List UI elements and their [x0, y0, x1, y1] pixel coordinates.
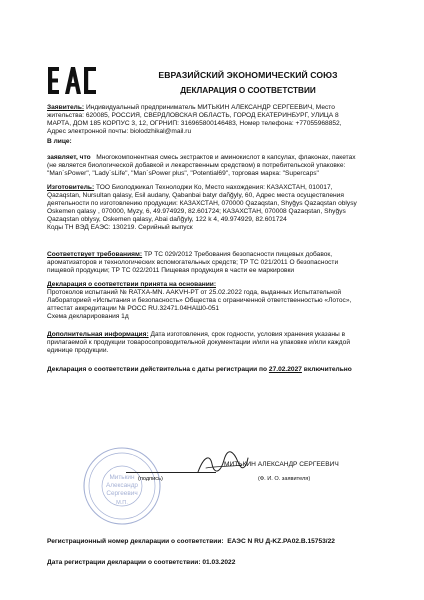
signer-name: МИТЬКИН АЛЕКСАНДР СЕРГЕЕВИЧ — [224, 461, 339, 468]
union-title: ЕВРАЗИЙСКИЙ ЭКОНОМИЧЕСКИЙ СОЮЗ — [158, 70, 338, 80]
additional-label: Дополнительная информация: — [47, 331, 149, 338]
stamp-line: Митькин — [109, 474, 135, 481]
basis-line: Лабораторией «Испытания и безопасность» Общества с ограниченной ответственностью «Лотос», — [47, 297, 352, 304]
registration-number-line: Регистрационный номер декларации о соответствии: ЕАЭС N RU Д-KZ.PA02.B.15753/22 — [47, 538, 335, 545]
seal-stamp-icon — [82, 446, 162, 526]
validity-date: 27.02.2027 — [268, 366, 302, 373]
applicant-line: жительства: 620085, РОССИЯ, СВЕРДЛОВСКАЯ ОБЛАСТЬ, ГОРОД ЕКАТЕРИНБУРГ, УЛИЦА 8 — [47, 112, 339, 119]
registration-number: ЕАЭС N RU Д-KZ.PA02.B.15753/22 — [227, 538, 335, 545]
signature-caption: (подпись) — [138, 476, 163, 482]
manufacturer-line: деятельности по изготовлению продукции: КАЗАХСТАН, 070000 Qazaqstan, Shyğys Qazaqstan oblysy — [47, 200, 357, 207]
declares-label: заявляет, что — [47, 154, 91, 161]
manufacturer-line: Коды ТН ВЭД ЕАЭС: 130219. Серийный выпуск — [47, 224, 193, 231]
additional-line: единице продукции. — [47, 347, 109, 354]
declares-line: заявляет, что Многокомпонентная смесь экстрактов и аминокислот в капсулах, флаконах, пакетах — [47, 154, 356, 161]
manufacturer-label: Изготовитель: — [47, 184, 95, 191]
declares-line: "Man`sPower", "Lady`sLife", "Man`sPower plus", "Potential69", торговая марка: "Supercaps" — [47, 170, 319, 177]
declares-line: (не является биологической добавкой и лекарственным средством) в потребительской упаковке: — [47, 162, 346, 169]
document-title: ДЕКЛАРАЦИЯ О СООТВЕТСТВИИ — [180, 86, 316, 95]
requirements-line: ароматизаторов и технологических вспомогательных средств; ТР ТС 021/2011 О безопасности — [47, 259, 339, 266]
manufacturer-line: Изготовитель: ТОО Биолоджикал Технолоджи Ко, Место нахождения: КАЗАХСТАН, 010017, — [47, 184, 333, 191]
stamp-mark: М.П. — [116, 500, 128, 506]
additional-line: Дополнительная информация: Дата изготовления, срок годности, условия хранения указаны в — [47, 331, 346, 338]
basis-line: Протоколов испытаний № RATXA-MN. AAKVH-PT от 25.02.2022 года, выданных Испытательной — [47, 289, 342, 296]
manufacturer-line: Öskemen qalasy , 070000, Myzy, 6, 49.974929, 82.601724; КАЗАХСТАН, 070008 Qazaqstan, Shyğys — [47, 208, 346, 215]
basis-line: Схема декларирования 1д — [47, 313, 129, 320]
eac-mark-icon — [47, 66, 97, 95]
registration-date: 01.03.2022 — [202, 559, 236, 566]
validity-line: Декларация о соответствии действительна с даты регистрации по 27.02.2027 включительно — [47, 366, 352, 373]
applicant-line: Заявитель: Индивидуальный предприниматель МИТЬКИН АЛЕКСАНДР СЕРГЕЕВИЧ, Место — [47, 104, 335, 111]
manufacturer-line: Qazaqstan oblysy, Öskemen qalasy, Abai dañğyly, 122 k 4, 49.974929, 82.601724 — [47, 216, 287, 223]
person-label: В лице: — [47, 138, 72, 145]
basis-line: аттестат аккредитации № РОСС RU.32471.04НАШ0-051 — [47, 305, 220, 312]
requirements-label: Соответствует требованиям: — [47, 251, 143, 258]
requirements-line: Соответствует требованиям: ТР ТС 029/2012 Требования безопасности пищевых добавок, — [47, 251, 333, 258]
applicant-line: Адрес электронной почты: biolodzhikal@mail.ru — [47, 128, 192, 135]
applicant-line: МАРТА, ДОМ 185 КОРПУС 3, 12, ОГРНИП: 316965800146483, Номер телефона: +77055968852, — [47, 120, 342, 127]
manufacturer-line: Qazaqstan, Nursultan qalasy, Esil audany, Qabanbai batyr dañğyly, 60, Адрес места осуществления — [47, 192, 344, 199]
name-caption: (Ф. И. О. заявителя) — [258, 476, 311, 482]
additional-line: прилагаемой к продукции товаросопроводительной документации и/или на упаковке и/или каждой — [47, 339, 351, 346]
stamp-line: Александр — [106, 482, 138, 489]
stamp-line: Сергеевич — [106, 490, 138, 497]
registration-date-line: Дата регистрации декларации о соответствии: 01.03.2022 — [47, 559, 236, 566]
basis-label: Декларация о соответствии принята на основании: — [47, 281, 217, 288]
requirements-line: пищевой продукции; ТР ТС 022/2011 Пищевая продукция в части ее маркировки — [47, 267, 295, 274]
applicant-label: Заявитель: — [47, 104, 85, 111]
